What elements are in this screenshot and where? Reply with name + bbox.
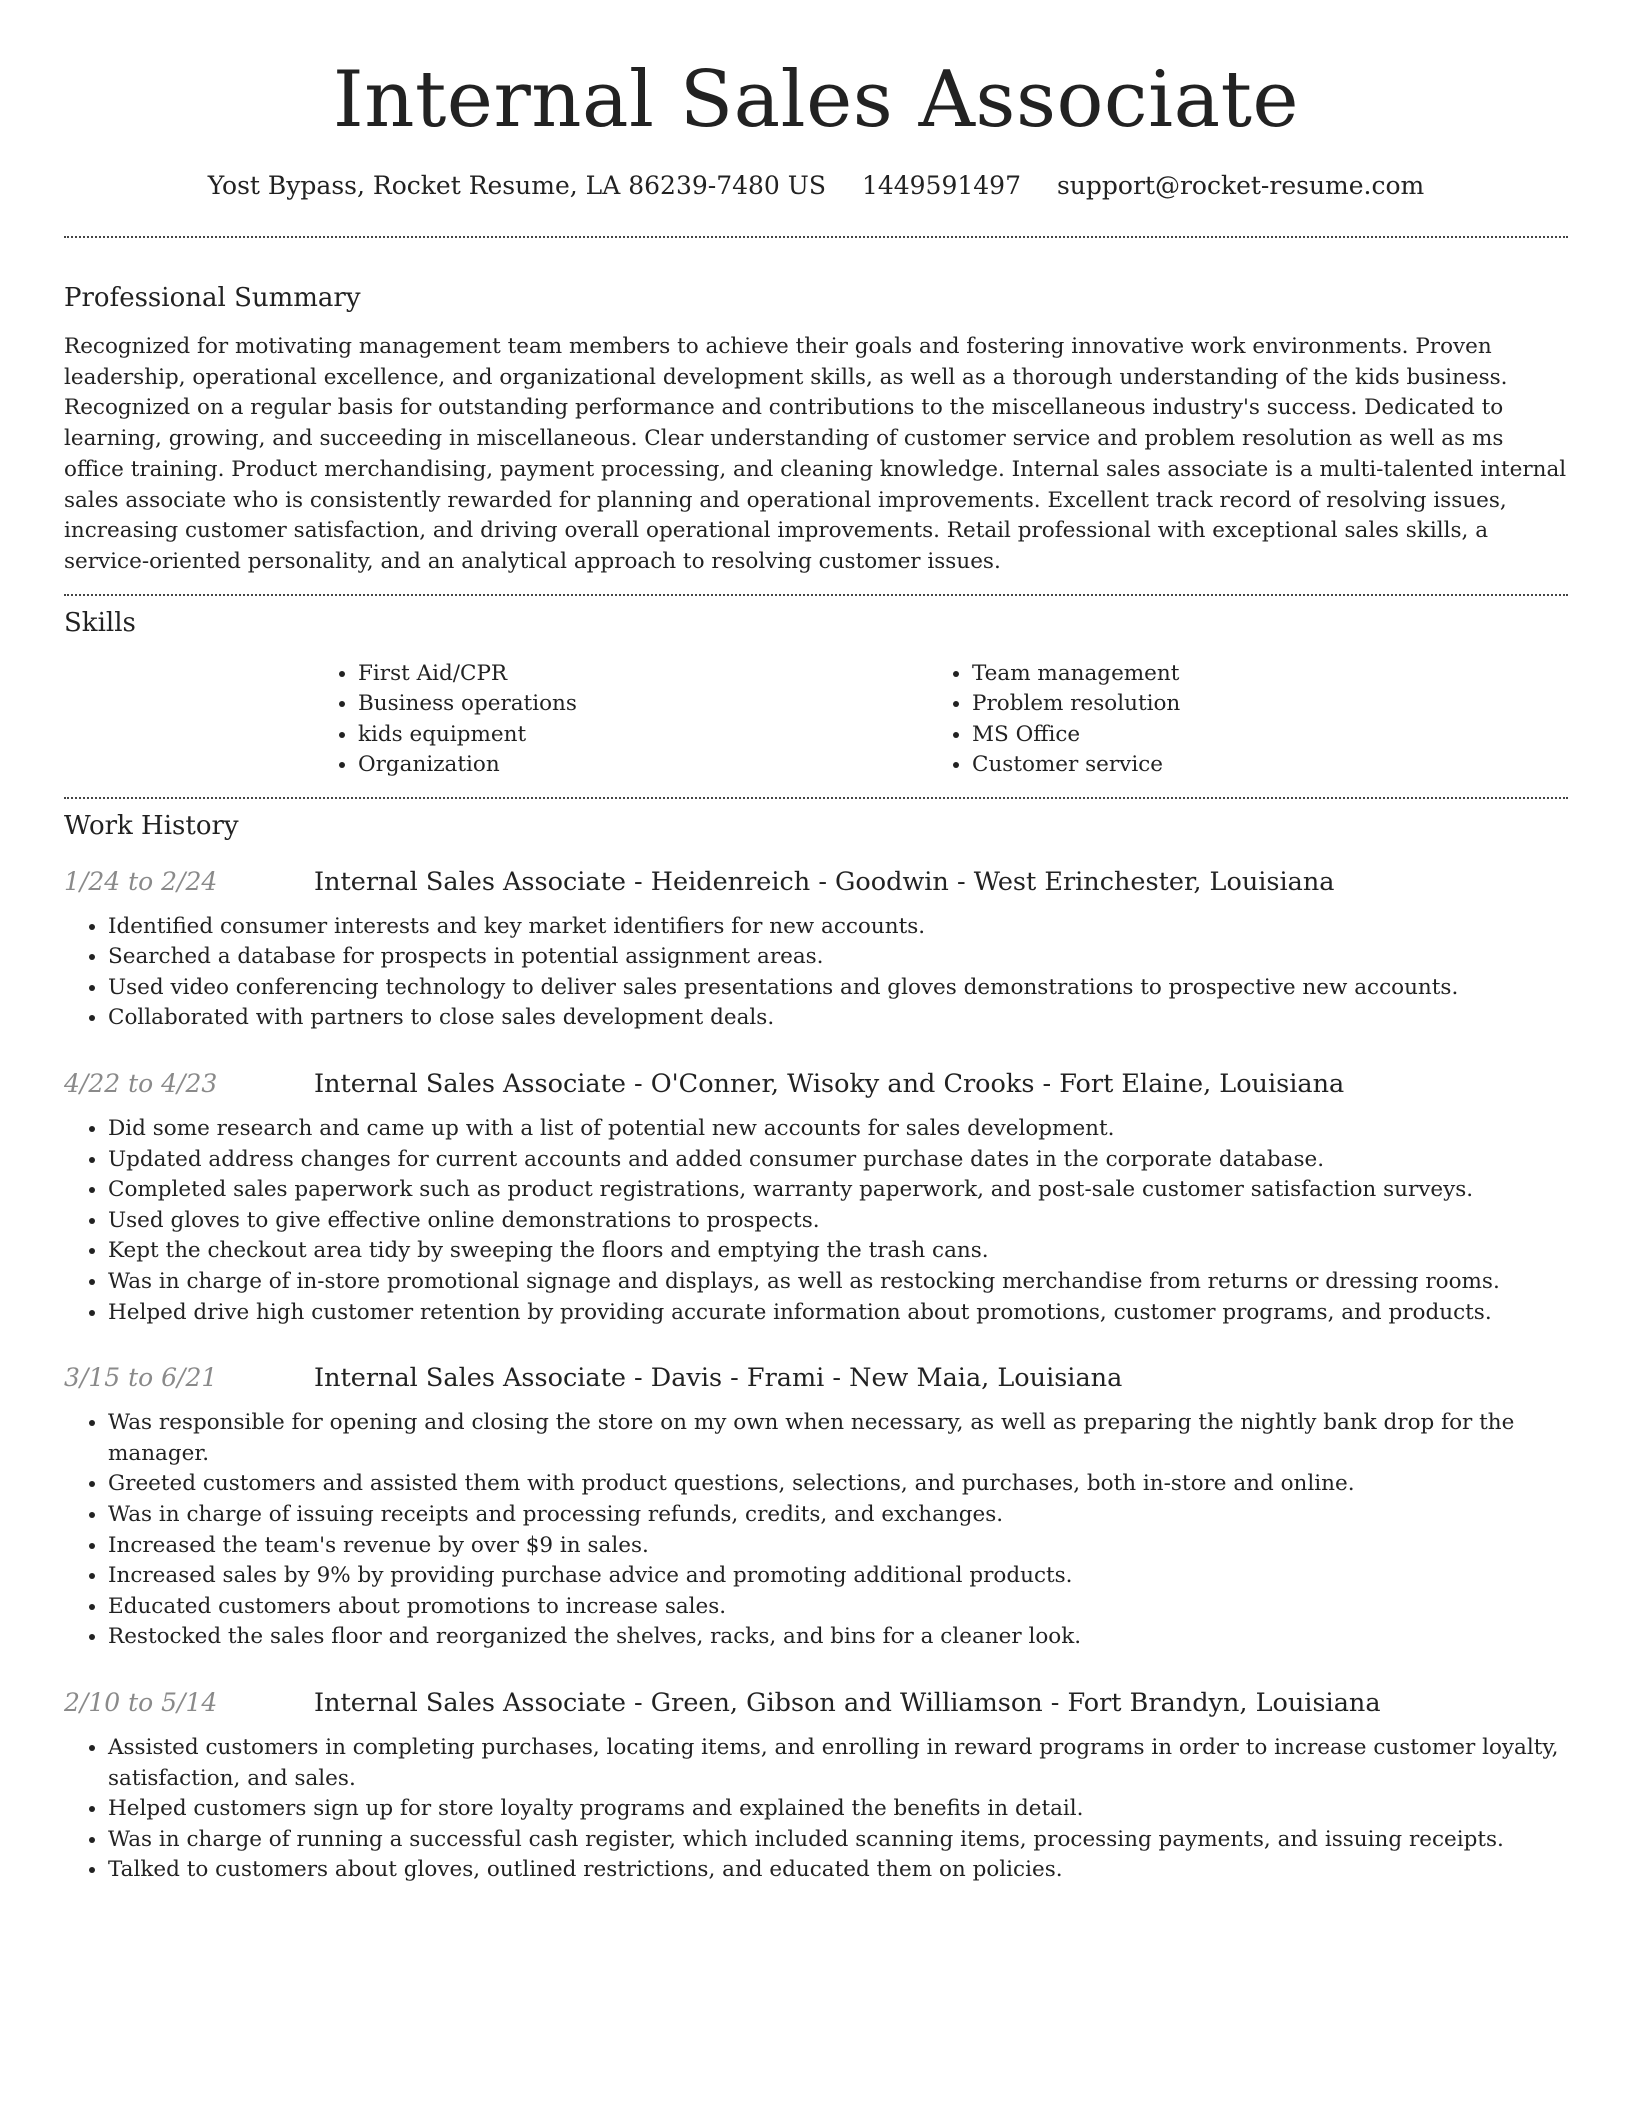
job-header [64,866,1568,898]
contact-email: support@rocket-resume.com [1056,171,1425,200]
job-date: 2/10 to 5/14 [64,1687,218,1717]
job-title: Internal Sales Associate - Davis - Frami - New Maia, Louisiana [314,1363,1123,1394]
skill-item: • Problem resolution [972,689,1542,720]
job-bullet: • Did some research and came up with a list of potential new accounts for sales development. [108,1114,1568,1145]
job-bullet: • Updated address changes for current accounts and added consumer purchase dates in the corporate database. [108,1145,1568,1176]
job-header [64,1687,1568,1719]
job-entry [64,866,1568,1034]
job-bullets [64,1408,1568,1653]
job-date: 1/24 to 2/24 [64,866,218,896]
divider [64,594,1568,596]
skill-item: • Business operations [358,689,928,720]
job-entry [64,1687,1568,1886]
job-bullet: • Assisted customers in completing purchases, locating items, and enrolling in reward programs in order to increase customer loyalty, satisfaction, and sales. [108,1733,1568,1794]
job-bullet: • Restocked the sales floor and reorganized the shelves, racks, and bins for a cleaner look. [108,1622,1568,1653]
skills-column-left [314,659,928,781]
job-bullets [64,1114,1568,1328]
contact-address: Yost Bypass, Rocket Resume, LA 86239-7480 US [207,171,826,200]
summary-section [64,281,1568,578]
skill-item: • MS Office [972,720,1542,751]
work-history-section [64,809,1568,1886]
skill-item: • Customer service [972,750,1542,781]
skills-list [314,659,1568,781]
job-bullets [64,912,1568,1034]
job-bullet: • Educated customers about promotions to increase sales. [108,1592,1568,1623]
job-header [64,1362,1568,1394]
job-bullet: • Used gloves to give effective online demonstrations to prospects. [108,1206,1568,1237]
skill-item: • kids equipment [358,720,928,751]
job-bullet: • Was responsible for opening and closing the store on my own when necessary, as well as preparing the nightly bank drop for the manager. [108,1408,1568,1469]
skills-column-right [928,659,1542,781]
job-entry [64,1068,1568,1328]
job-title: Internal Sales Associate - Green, Gibson and Williamson - Fort Brandyn, Louisiana [314,1687,1381,1718]
divider [64,797,1568,799]
job-bullet: • Helped drive high customer retention by providing accurate information about promotions, customer programs, and products. [108,1298,1568,1329]
job-bullet: • Greeted customers and assisted them with product questions, selections, and purchases, both in-store and online. [108,1469,1568,1500]
skills-section [64,606,1568,781]
resume-name: Internal Sales Associate [332,55,1300,145]
contact-phone: 1449591497 [861,171,1021,200]
summary-title: Professional Summary [64,283,361,313]
job-bullet: • Increased sales by 9% by providing purchase advice and promoting additional products. [108,1561,1568,1592]
skills-title: Skills [64,607,136,638]
job-title: Internal Sales Associate - Heidenreich - Goodwin - West Erinchester, Louisiana [314,866,1335,897]
job-bullets [64,1733,1568,1886]
job-bullet: • Completed sales paperwork such as product registrations, warranty paperwork, and post-sale customer satisfaction surveys. [108,1175,1568,1206]
divider [64,236,1568,238]
skill-item: • Team management [972,659,1542,690]
job-bullet: • Was in charge of in-store promotional signage and displays, as well as restocking merchandise from returns or dressing rooms. [108,1267,1568,1298]
skill-item: • Organization [358,750,928,781]
job-date: 4/22 to 4/23 [64,1069,218,1098]
job-bullet: • Was in charge of running a successful cash register, which included scanning items, processing payments, and issuing receipts. [108,1825,1568,1856]
job-title: Internal Sales Associate - O'Conner, Wisoky and Crooks - Fort Elaine, Louisiana [314,1069,1345,1099]
job-bullet: • Kept the checkout area tidy by sweeping the floors and emptying the trash cans. [108,1236,1568,1267]
job-bullet: • Collaborated with partners to close sales development deals. [108,1003,1568,1034]
job-bullet: • Was in charge of issuing receipts and processing refunds, credits, and exchanges. [108,1500,1568,1531]
job-bullet: • Increased the team's revenue by over $9 in sales. [108,1531,1568,1562]
contact-line [64,170,1568,202]
summary-text: Recognized for motivating management team members to achieve their goals and fostering innovative work environments. Proven leadership, operational excellence, and organizational development skills, as well as a thorough understanding of the kids business. Recognized on a regular basis for outstanding performance and contributions to the miscellaneous industry's success. Dedicated to learning, growing, and succeeding in miscellaneous. Clear understanding of customer service and problem resolution as well as ms office training. Product merchandising, payment processing, and cleaning knowledge. Internal sales associate is a multi-talented internal sales associate who is consistently rewarded for planning and operational improvements. Excellent track record of resolving issues, increasing customer satisfaction, and driving overall operational improvements. Retail professional with exceptional sales skills, a service-oriented personality, and an analytical approach to resolving customer issues. [64,334,1567,574]
job-bullet: • Identified consumer interests and key market identifiers for new accounts. [108,912,1568,943]
job-bullet: • Helped customers sign up for store loyalty programs and explained the benefits in detail. [108,1794,1568,1825]
job-bullet: • Searched a database for prospects in potential assignment areas. [108,942,1568,973]
job-bullet: • Used video conferencing technology to deliver sales presentations and gloves demonstrations to prospective new accounts. [108,973,1568,1004]
job-date: 3/15 to 6/21 [64,1363,218,1393]
skill-item: • First Aid/CPR [358,659,928,690]
job-entry [64,1362,1568,1653]
work-history-title: Work History [64,810,239,841]
job-header [64,1068,1568,1100]
job-bullet: • Talked to customers about gloves, outlined restrictions, and educated them on policies. [108,1855,1568,1886]
